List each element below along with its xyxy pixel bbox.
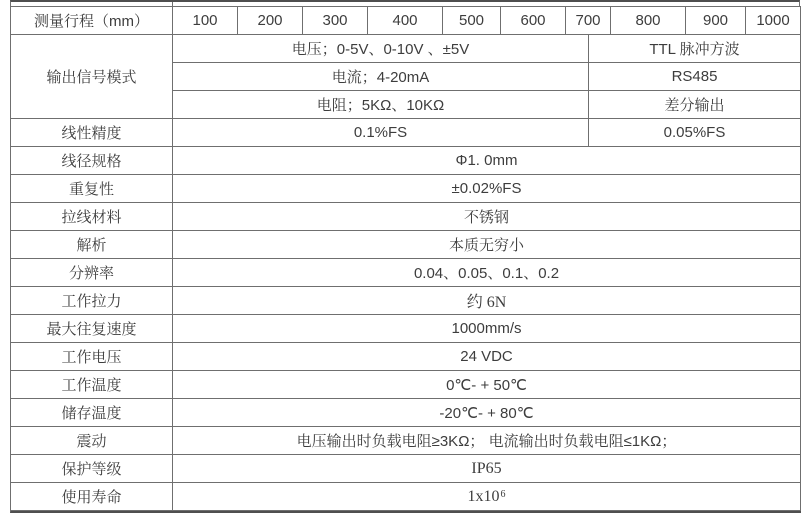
spec-table [10, 6, 801, 513]
row-value: ±0.02%FS [173, 175, 801, 203]
row-label: 线径规格 [11, 147, 173, 175]
row-label: 输出信号模式 [11, 35, 173, 119]
row-working-temperature [11, 371, 801, 399]
range-cell: 600 [501, 7, 566, 35]
row-label: 拉线材料 [11, 203, 173, 231]
output-mode-subrow [173, 91, 801, 119]
row-working-tension [11, 287, 801, 315]
row-value: 24 VDC [173, 343, 801, 371]
row-value: IP65 [173, 455, 801, 483]
output-mode-subrows [173, 35, 801, 119]
range-cell: 100 [173, 7, 238, 35]
range-cell: 200 [238, 7, 303, 35]
row-value [173, 483, 801, 511]
row-service-life [11, 483, 801, 511]
row-max-speed [11, 315, 801, 343]
service-life-base: 1x10 [467, 487, 500, 505]
row-label: 测量行程（mm） [11, 7, 173, 35]
range-cell: 400 [368, 7, 443, 35]
output-mode-value: TTL 脉冲方波 [589, 35, 801, 63]
range-cell: 500 [443, 7, 501, 35]
range-cell: 1000 [746, 7, 801, 35]
output-mode-value: 电流；4-20mA [173, 63, 589, 91]
output-mode-value: RS485 [589, 63, 801, 91]
row-repeatability [11, 175, 801, 203]
row-label: 保护等级 [11, 455, 173, 483]
row-label: 储存温度 [11, 399, 173, 427]
row-label: 工作拉力 [11, 287, 173, 315]
row-value: 本质无穷小 [173, 231, 801, 259]
row-label: 工作电压 [11, 343, 173, 371]
row-value: 0.04、0.05、0.1、0.2 [173, 259, 801, 287]
row-label: 工作温度 [11, 371, 173, 399]
row-label: 分辨率 [11, 259, 173, 287]
row-label: 最大往复速度 [11, 315, 173, 343]
output-mode-subrow [173, 35, 801, 63]
spec-table-wrap [10, 0, 800, 513]
row-value: 约 6N [173, 287, 801, 315]
row-analysis [11, 231, 801, 259]
output-mode-value: 电阻；5KΩ、10KΩ [173, 91, 589, 119]
row-resolution [11, 259, 801, 287]
row-label: 使用寿命 [11, 483, 173, 511]
row-label: 线性精度 [11, 119, 173, 147]
output-mode-value: 电压；0-5V、0-10V 、±5V [173, 35, 589, 63]
row-storage-temperature [11, 399, 801, 427]
row-value: 0℃- + 50℃ [173, 371, 801, 399]
row-vibration [11, 427, 801, 455]
row-value: 不锈钢 [173, 203, 801, 231]
range-cell: 800 [611, 7, 686, 35]
row-wire-material [11, 203, 801, 231]
row-value: 电压输出时负载电阻≥3KΩ； 电流输出时负载电阻≤1KΩ； [173, 427, 801, 455]
row-value: 1000mm/s [173, 315, 801, 343]
row-protection-rating [11, 455, 801, 483]
row-value: 0.1%FS [173, 119, 589, 147]
range-cell: 300 [303, 7, 368, 35]
row-linearity [11, 119, 801, 147]
row-label: 解析 [11, 231, 173, 259]
row-working-voltage [11, 343, 801, 371]
row-label: 震动 [11, 427, 173, 455]
service-life-exponent: 6 [500, 488, 506, 500]
range-cell: 700 [566, 7, 611, 35]
row-wire-diameter [11, 147, 801, 175]
truncated-row-divider [172, 2, 173, 6]
truncated-row-remnant [10, 0, 800, 6]
row-label: 重复性 [11, 175, 173, 203]
row-value: Φ1. 0mm [173, 147, 801, 175]
row-value: 0.05%FS [589, 119, 801, 147]
range-cell: 900 [686, 7, 746, 35]
row-value: -20℃- + 80℃ [173, 399, 801, 427]
output-mode-subrow [173, 63, 801, 91]
row-measuring-range [11, 7, 801, 35]
output-mode-value: 差分输出 [589, 91, 801, 119]
row-output-signal-mode [11, 35, 801, 119]
